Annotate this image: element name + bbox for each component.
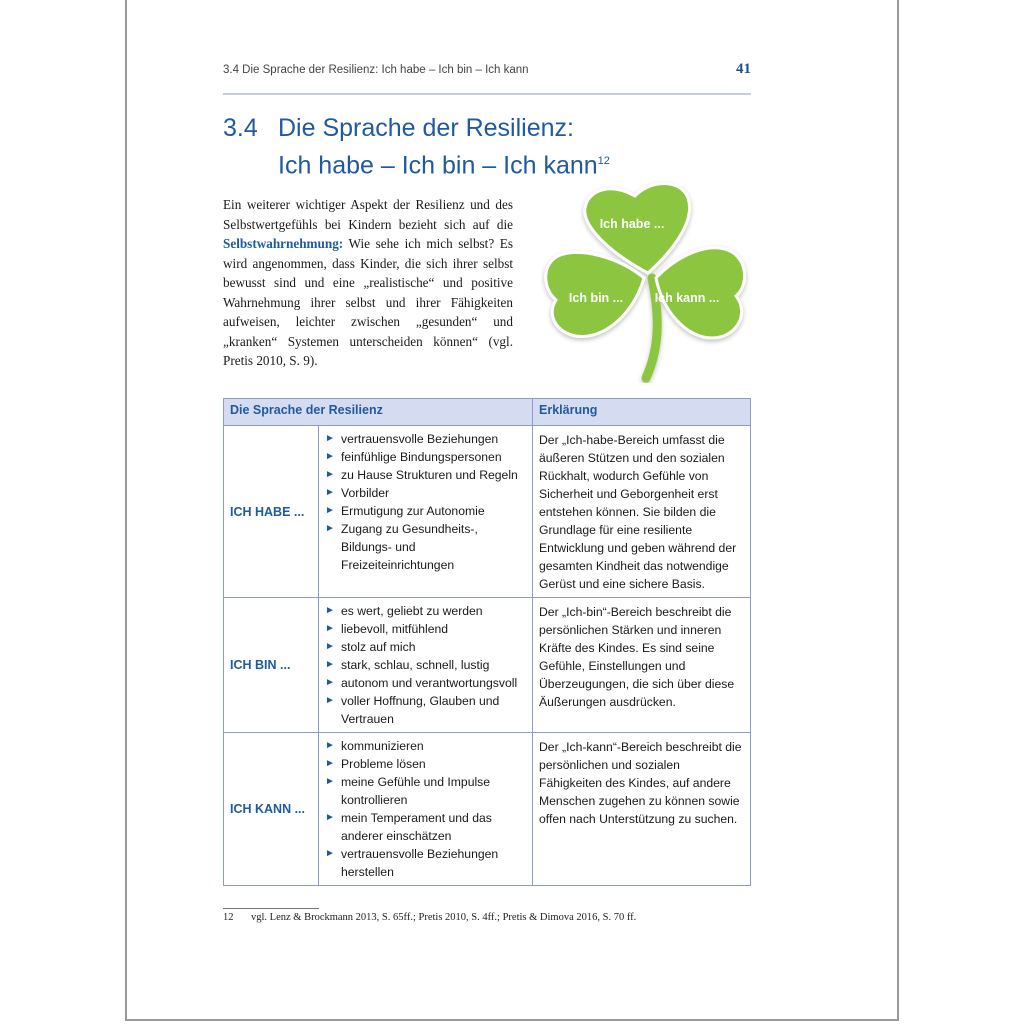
list-item <box>325 620 524 638</box>
bullet-arrow-icon: ► <box>325 487 335 498</box>
footnote-text: vgl. Lenz & Brockmann 2013, S. 65ff.; Pretis 2010, S. 4ff.; Pretis & Dimova 2016, S. 70 ff. <box>251 912 637 923</box>
row-items <box>319 426 533 598</box>
table-row <box>224 733 751 886</box>
list-item-text: vertrauensvolle Beziehungen <box>341 432 499 446</box>
list-item <box>325 448 524 466</box>
list-item <box>325 520 524 574</box>
row-label: ICH HABE ... <box>224 426 319 598</box>
bullet-arrow-icon: ► <box>325 623 335 634</box>
list-item <box>325 845 524 881</box>
bullet-arrow-icon: ► <box>325 677 335 688</box>
list-item-text: Vorbilder <box>341 486 390 500</box>
clover-label-right: Ich kann ... <box>654 291 720 305</box>
row-label: ICH KANN ... <box>224 733 319 886</box>
list-item <box>325 484 524 502</box>
list-item <box>325 430 524 448</box>
list-item-text: Probleme lösen <box>341 757 426 771</box>
intro-text-2: Wie sehe ich mich selbst? Es wird angenommen, dass Kinder, die sich ihrer selbst bewusst sind und eine „realistische“ und positive Wahrnehmung ihrer selbst und ihrer Fähigkeiten aufweisen, leichter zwischen „gesunden“ und „kranken“ Systemen unterscheiden können“ (vgl. Pretis 2010, S. 9). <box>223 236 513 368</box>
clover-illustration <box>540 178 750 383</box>
footnote-ref: 12 <box>597 155 610 167</box>
row-explanation: Der „Ich-bin“-Bereich beschreibt die persönlichen Stärken und inneren Kräfte des Kindes. Es sind seine Gefühle, Einstellungen und Überzeugungen, die sich über diese Äußerungen ausdrücken. <box>533 598 751 733</box>
running-head-text: 3.4 Die Sprache der Resilienz: Ich habe – Ich bin – Ich kann <box>223 64 529 76</box>
bullet-arrow-icon: ► <box>325 758 335 769</box>
bullet-arrow-icon: ► <box>325 523 335 534</box>
section-title-line2: Ich habe – Ich bin – Ich kann <box>278 151 598 180</box>
intro-highlight: Selbstwahrnehmung: <box>223 236 344 251</box>
bullet-list <box>319 733 532 885</box>
list-item-text: voller Hoffnung, Glauben und Vertrauen <box>341 694 500 726</box>
section-number: 3.4 <box>223 114 258 142</box>
bullet-list <box>319 598 532 732</box>
bullet-arrow-icon: ► <box>325 695 335 706</box>
table-header-row <box>224 399 751 426</box>
list-item <box>325 602 524 620</box>
list-item <box>325 502 524 520</box>
list-item-text: meine Gefühle und Impulse kontrollieren <box>341 775 491 807</box>
row-items <box>319 733 533 886</box>
list-item-text: zu Hause Strukturen und Regeln <box>341 468 518 482</box>
bullet-arrow-icon: ► <box>325 812 335 823</box>
section-title <box>278 112 698 182</box>
list-item <box>325 773 524 809</box>
list-item-text: Ermutigung zur Autonomie <box>341 504 485 518</box>
bullet-arrow-icon: ► <box>325 505 335 516</box>
list-item-text: mein Temperament und das anderer einschätzen <box>341 811 492 843</box>
list-item-text: stark, schlau, schnell, lustig <box>341 658 490 672</box>
page-number: 41 <box>736 61 751 77</box>
row-explanation: Der „Ich-kann“-Bereich beschreibt die persönlichen und sozialen Fähigkeiten des Kindes, auf andere Menschen zugehen zu können sowie offen nach Unterstützung zu suchen. <box>533 733 751 886</box>
intro-text-1: Ein weiterer wichtiger Aspekt der Resilienz und des Selbstwertgefühls bei Kindern bezieht sich auf die <box>223 197 513 232</box>
list-item-text: Zugang zu Gesundheits-, Bildungs- und Freizeiteinrichtungen <box>341 522 478 572</box>
list-item <box>325 809 524 845</box>
list-item-text: autonom und verantwortungsvoll <box>341 676 518 690</box>
list-item <box>325 466 524 484</box>
bullet-arrow-icon: ► <box>325 848 335 859</box>
running-header <box>223 61 751 80</box>
clover-label-left: Ich bin ... <box>568 291 624 305</box>
list-item <box>325 656 524 674</box>
row-items <box>319 598 533 733</box>
section-title-line1: Die Sprache der Resilienz: <box>278 114 574 142</box>
list-item <box>325 674 524 692</box>
list-item <box>325 737 524 755</box>
bullet-arrow-icon: ► <box>325 451 335 462</box>
bullet-arrow-icon: ► <box>325 641 335 652</box>
resilience-table <box>223 398 751 886</box>
list-item <box>325 692 524 728</box>
bullet-list <box>319 426 532 578</box>
list-item-text: stolz auf mich <box>341 640 416 654</box>
list-item <box>325 755 524 773</box>
intro-paragraph <box>223 195 513 371</box>
table-body <box>224 426 751 886</box>
list-item-text: liebevoll, mitfühlend <box>341 622 449 636</box>
bullet-arrow-icon: ► <box>325 740 335 751</box>
table-row <box>224 598 751 733</box>
list-item-text: kommunizieren <box>341 739 424 753</box>
table-row <box>224 426 751 598</box>
bullet-arrow-icon: ► <box>325 659 335 670</box>
bullet-arrow-icon: ► <box>325 433 335 444</box>
clover-label-top: Ich habe ... <box>599 217 665 231</box>
table-header-col1: Die Sprache der Resilienz <box>224 399 533 426</box>
list-item <box>325 638 524 656</box>
bullet-arrow-icon: ► <box>325 605 335 616</box>
list-item-text: feinfühlige Bindungspersonen <box>341 450 502 464</box>
list-item-text: es wert, geliebt zu werden <box>341 604 483 618</box>
footnote-rule <box>223 908 319 909</box>
footnote <box>223 912 636 923</box>
row-explanation: Der „Ich-habe-Bereich umfasst die äußeren Stützen und den sozialen Rückhalt, wodurch Gefühle von Sicherheit und Geborgenheit erst entstehen können. Sie bilden die Grundlage für eine resiliente Entwicklung und geben während der gesamten Kindheit das notwendige Gerüst und eine sichere Basis. <box>533 426 751 598</box>
bullet-arrow-icon: ► <box>325 776 335 787</box>
row-label: ICH BIN ... <box>224 598 319 733</box>
footnote-number: 12 <box>223 912 234 923</box>
header-rule <box>223 93 751 95</box>
bullet-arrow-icon: ► <box>325 469 335 480</box>
table-header-col2: Erklärung <box>533 399 751 426</box>
list-item-text: vertrauensvolle Beziehungen herstellen <box>341 847 499 879</box>
